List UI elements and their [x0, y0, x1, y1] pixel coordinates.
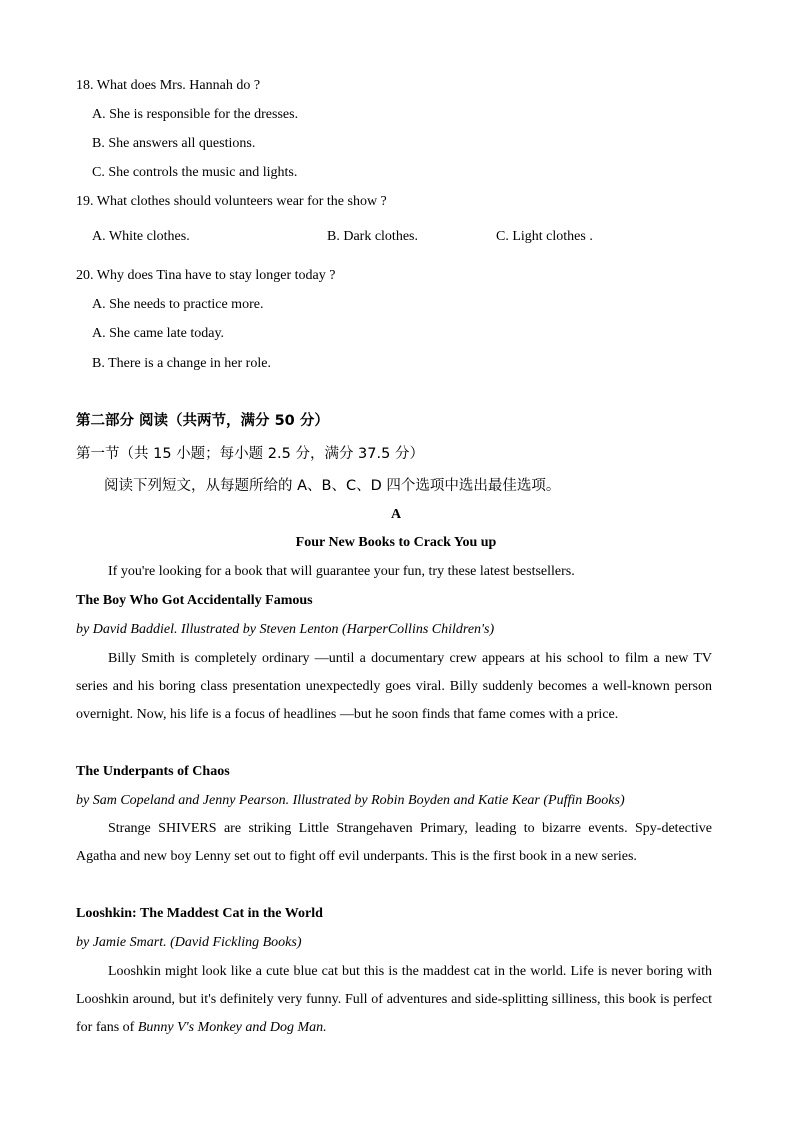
- q19-option-c: C. Light clothes .: [496, 229, 593, 244]
- book-1-body: Billy Smith is completely ordinary —until a documentary crew appears at his school to film a new TV series and his boring class presentation unexpectedly goes viral. Billy suddenly becomes a well-known person overnight. Now, his life is a focus of headlines —but he soon finds that fame comes with a price.: [76, 651, 712, 722]
- q20-option-3: B. There is a change in her role.: [92, 356, 271, 371]
- book-2-title: The Underpants of Chaos: [76, 764, 230, 779]
- passage-letter: A: [390, 507, 402, 522]
- book-3-byline: by Jamie Smart. (David Fickling Books): [76, 935, 302, 950]
- book-1-title: The Boy Who Got Accidentally Famous: [76, 593, 313, 608]
- book-3-body-container: [76, 958, 712, 1042]
- q19-stem: 19. What clothes should volunteers wear for the show ?: [76, 194, 387, 209]
- book-3-body-italic-titles: Bunny V's Monkey and Dog Man.: [137, 1020, 327, 1035]
- q20-stem: 20. Why does Tina have to stay longer today ?: [76, 268, 336, 283]
- book-1-byline: by David Baddiel. Illustrated by Steven Lenton (HarperCollins Children's): [76, 622, 495, 637]
- q18-option-b: B. She answers all questions.: [92, 136, 256, 151]
- section-part-title: 第二部分 阅读（共两节，满分 50 分）: [76, 413, 329, 429]
- q18-option-c: C. She controls the music and lights.: [92, 165, 298, 180]
- q20-option-1: A. She needs to practice more.: [92, 297, 264, 312]
- q19-option-a: A. White clothes.: [92, 229, 190, 244]
- q18-option-a: A. She is responsible for the dresses.: [92, 107, 299, 122]
- passage-intro: If you're looking for a book that will guarantee your fun, try these latest bestsellers.: [108, 564, 575, 579]
- section-instruction: 阅读下列短文，从每题所给的 A、B、C、D 四个选项中选出最佳选项。: [104, 478, 561, 494]
- book-2-byline: by Sam Copeland and Jenny Pearson. Illustrated by Robin Boyden and Katie Kear (Puffin Books): [76, 793, 625, 808]
- q19-option-b: B. Dark clothes.: [327, 229, 418, 244]
- passage-title: Four New Books to Crack You up: [295, 535, 497, 550]
- book-3-body: Looshkin might look like a cute blue cat but this is the maddest cat in the world. Life is never boring with Looshkin around, but it's definitely very funny. Full of adventures and side-splitting silliness, this book is perfect for fans of: [76, 964, 712, 1035]
- q18-stem: 18. What does Mrs. Hannah do ?: [76, 78, 261, 93]
- book-3-title: Looshkin: The Maddest Cat in the World: [76, 906, 323, 921]
- book-2-body: Strange SHIVERS are striking Little Strangehaven Primary, leading to bizarre events. Spy-detective Agatha and new boy Lenny set out to fight off evil underpants. This is the first book in a new series.: [76, 821, 712, 864]
- section-sub-title: 第一节（共 15 小题；每小题 2.5 分，满分 37.5 分）: [76, 446, 424, 462]
- q20-option-2: A. She came late today.: [92, 326, 225, 341]
